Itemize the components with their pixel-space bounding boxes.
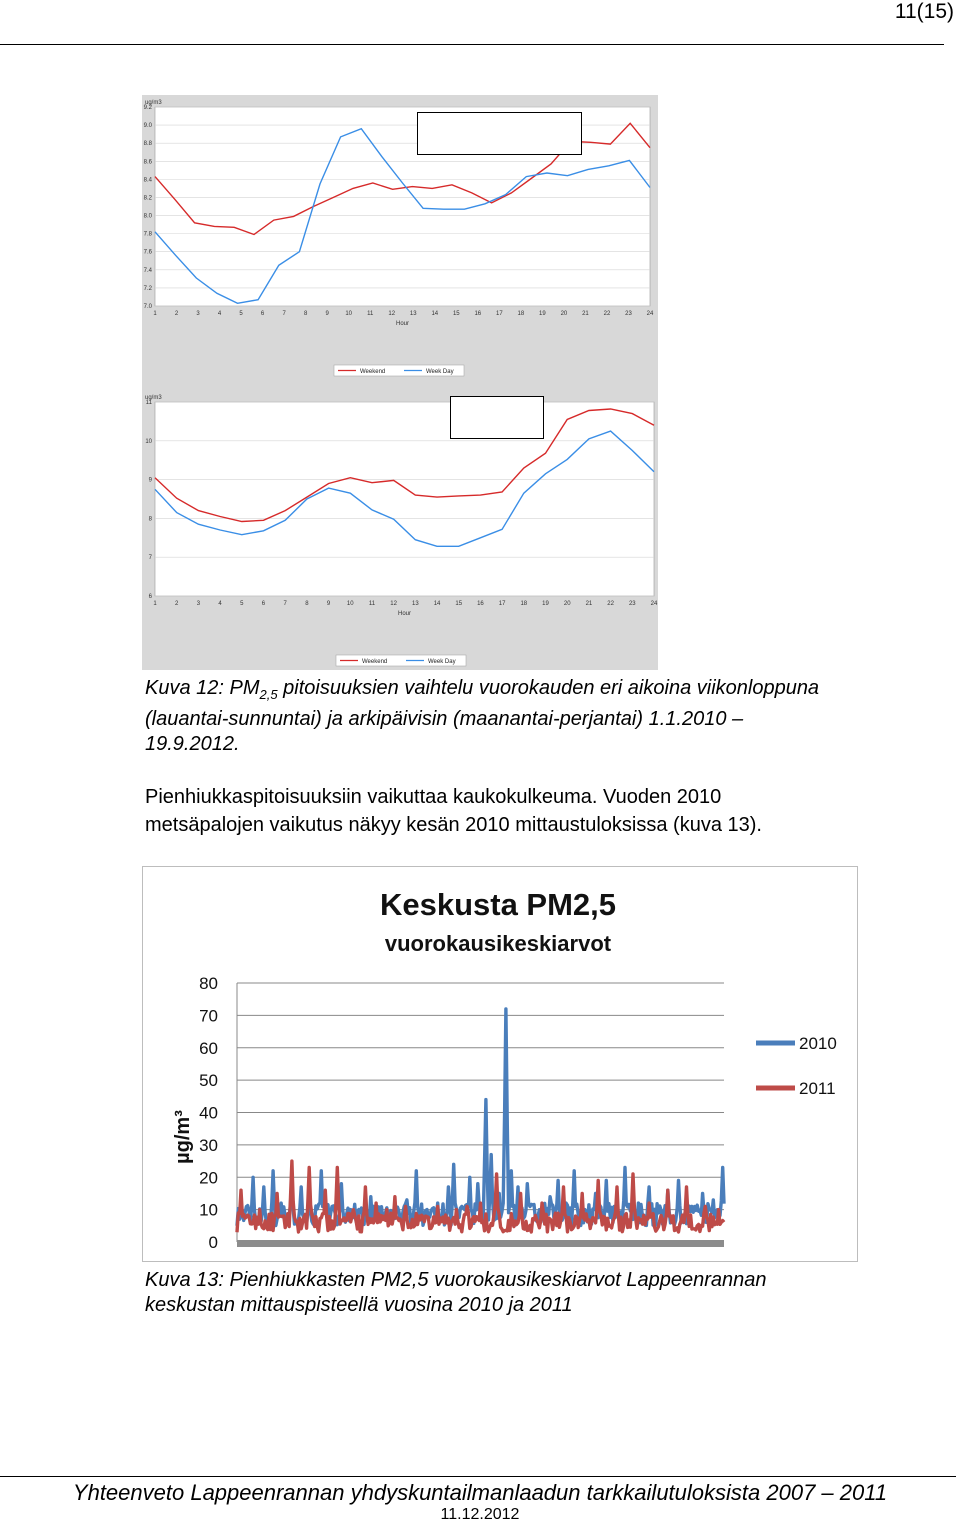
x-tick-label: 1 [153, 311, 157, 317]
y-tick-label: 60 [199, 1038, 218, 1058]
y-tick-label: 20 [199, 1168, 218, 1188]
caption13-line2: keskustan mittauspisteellä vuosina 2010 ja 2011 [145, 1294, 573, 1316]
x-tick-label: 18 [520, 601, 528, 607]
y-tick-label: 9.0 [143, 123, 152, 130]
body-paragraph [145, 783, 955, 839]
pm25-daily-chart [142, 866, 858, 1262]
y-tick-label: 0 [208, 1233, 218, 1252]
caption12-line3: 19.9.2012. [145, 733, 240, 755]
x-tick-label: 3 [196, 311, 200, 317]
caption13-line1: Kuva 13: Pienhiukkasten PM2,5 vuorokausikeskiarvot Lappeenrannan [145, 1269, 767, 1291]
paragraph-line2: metsäpalojen vaikutus näkyy kesän 2010 mittaustuloksissa (kuva 13). [145, 814, 762, 836]
y-tick-label: 70 [199, 1006, 218, 1026]
x-tick-label: 10 [345, 311, 353, 317]
x-tick-label: 11 [367, 311, 374, 317]
x-tick-label: 19 [539, 311, 546, 317]
y-tick-label: 7.4 [143, 267, 152, 274]
x-tick-label: 16 [477, 601, 484, 607]
x-tick-label: 14 [431, 311, 439, 317]
chart-subtitle: vuorokausikeskiarvot [384, 931, 612, 956]
x-axis-floor [237, 1240, 724, 1247]
x-tick-label: 6 [261, 601, 266, 607]
chart-title: Keskusta PM2,5 [379, 887, 617, 922]
legend-label-2010: 2010 [799, 1034, 837, 1053]
y-tick-label: 7.0 [143, 304, 152, 310]
y-tick-label: 8.2 [143, 195, 152, 202]
x-tick-label: 5 [240, 601, 244, 607]
x-tick-label: 2 [175, 601, 179, 607]
x-tick-label: 9 [326, 601, 331, 607]
weekday-weekend-chart-2011 [142, 382, 658, 670]
y-tick-label: 8 [148, 516, 152, 523]
figure-13-caption [145, 1268, 955, 1318]
x-tick-label: 11 [368, 601, 376, 607]
x-tick-label: 15 [452, 311, 460, 317]
x-tick-label: 10 [346, 601, 354, 607]
x-tick-label: 4 [218, 601, 222, 607]
x-tick-label: 12 [390, 601, 397, 607]
x-tick-label: 16 [474, 311, 482, 317]
x-tick-label: 8 [303, 311, 308, 317]
plot-area [155, 402, 654, 596]
x-tick-label: 22 [603, 311, 611, 317]
x-tick-label: 20 [560, 311, 568, 317]
y-tick-label: 40 [199, 1103, 218, 1123]
redaction-box [450, 396, 544, 439]
caption12-prefix: Kuva 12: PM [145, 677, 260, 699]
y-tick-label: 9.2 [143, 105, 152, 111]
caption12-line2: (lauantai-sunnuntai) ja arkipäivisin (maanantai-perjantai) 1.1.2010 – [145, 708, 744, 730]
legend-label: Weekend [362, 659, 388, 665]
x-tick-label: 7 [282, 311, 286, 317]
y-axis-label: µg/m³ [172, 1110, 194, 1164]
y-tick-label: 10 [145, 438, 152, 445]
y-tick-label: 6 [148, 594, 152, 600]
x-tick-label: 12 [388, 311, 396, 317]
x-tick-label: 21 [585, 601, 593, 607]
page-number: 11(15) [894, 0, 954, 23]
unit-label: ug/m3 [145, 100, 162, 106]
x-tick-label: 22 [607, 601, 614, 607]
x-tick-label: 6 [260, 311, 265, 317]
x-tick-label: 15 [455, 601, 463, 607]
figure-12-caption [145, 676, 955, 757]
y-tick-label: 30 [199, 1135, 218, 1155]
x-tick-label: 18 [517, 311, 525, 317]
legend-label: Week Day [428, 659, 456, 665]
x-tick-label: 8 [305, 601, 309, 607]
x-tick-label: 13 [412, 601, 419, 607]
y-tick-label: 80 [199, 974, 218, 993]
weekday-weekend-chart-2010 [142, 95, 658, 385]
y-tick-label: 8.8 [143, 141, 152, 148]
x-tick-label: 19 [542, 601, 549, 607]
y-tick-label: 7 [148, 555, 152, 562]
x-tick-label: 5 [239, 311, 243, 317]
chart3-svg [143, 867, 857, 1261]
paragraph-line1: Pienhiukkaspitoisuuksiin vaikuttaa kaukokulkeuma. Vuoden 2010 [145, 786, 722, 808]
x-tick-label: 23 [625, 311, 632, 317]
y-tick-label: 7.8 [143, 231, 152, 238]
y-tick-label: 50 [199, 1071, 218, 1091]
redaction-box [417, 112, 582, 155]
legend-label: Weekend [360, 369, 386, 375]
caption12-subscript: 2,5 [259, 687, 278, 702]
legend-label: Week Day [426, 369, 454, 375]
footer-rule [0, 1476, 956, 1477]
x-axis-label: Hour [397, 611, 412, 617]
x-tick-label: 4 [217, 311, 222, 317]
y-tick-label: 8.6 [143, 159, 152, 166]
x-tick-label: 9 [325, 311, 329, 317]
y-tick-label: 11 [145, 400, 152, 406]
y-tick-label: 9 [148, 477, 152, 484]
footer-date: 11.12.2012 [440, 1506, 520, 1523]
x-axis-label: Hour [395, 321, 410, 327]
x-tick-label: 17 [498, 601, 506, 607]
x-tick-label: 20 [563, 601, 571, 607]
unit-label: ug/m3 [145, 395, 162, 401]
x-tick-label: 14 [433, 601, 441, 607]
header-rule [0, 44, 944, 45]
x-tick-label: 13 [409, 311, 417, 317]
caption12-line1: pitoisuuksien vaihtelu vuorokauden eri aikoina viikonloppuna [277, 677, 820, 699]
x-tick-label: 2 [174, 311, 179, 317]
x-tick-label: 3 [196, 601, 201, 607]
x-tick-label: 23 [628, 601, 636, 607]
footer-title: Yhteenveto Lappeenrannan yhdyskuntailmanlaadun tarkkailutuloksista 2007 – 2011 [72, 1480, 888, 1505]
y-tick-label: 7.2 [143, 285, 152, 292]
y-tick-label: 7.6 [143, 249, 152, 256]
legend-label-2011: 2011 [799, 1079, 836, 1098]
x-tick-label: 7 [283, 601, 287, 607]
x-tick-label: 24 [646, 311, 654, 317]
y-tick-label: 8.4 [143, 177, 152, 184]
y-tick-label: 8.0 [143, 213, 152, 220]
x-tick-label: 17 [496, 311, 503, 317]
x-tick-label: 1 [153, 601, 157, 607]
chart2-svg [142, 382, 658, 670]
y-tick-label: 10 [199, 1200, 218, 1220]
x-tick-label: 24 [650, 601, 658, 607]
x-tick-label: 21 [582, 311, 589, 317]
